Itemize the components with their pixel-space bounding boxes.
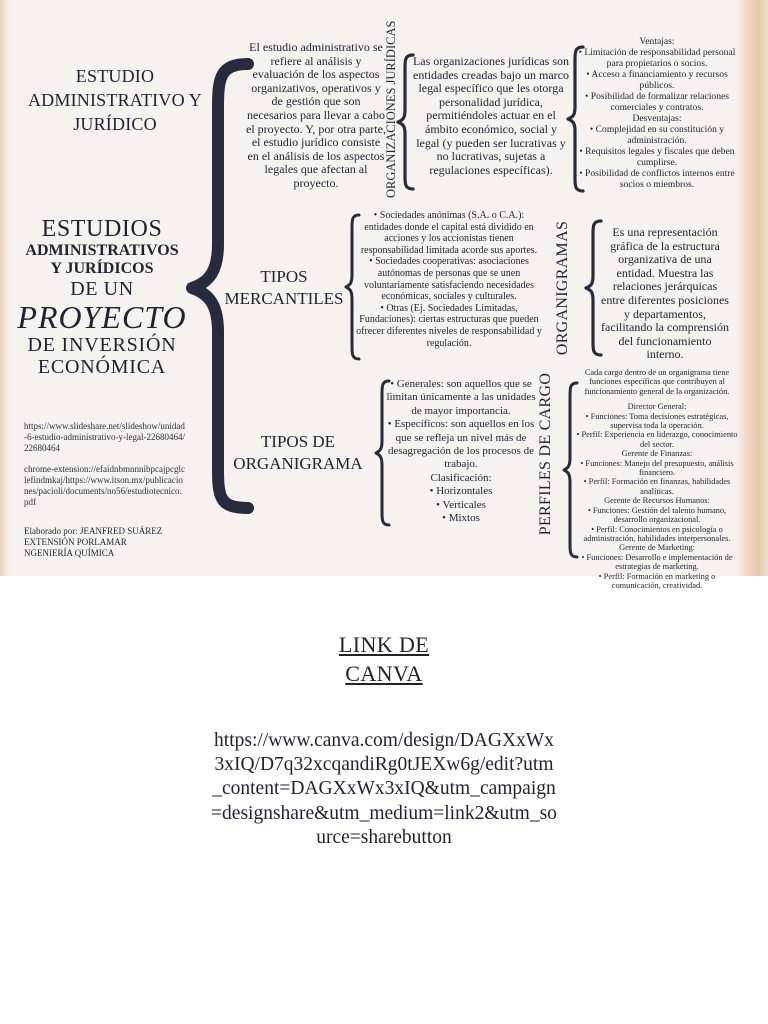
- label-perfiles-de-cargo: PERFILES DE CARGO: [537, 372, 554, 536]
- list-item: • Funciones: Gestión del talento humano, desarrollo organizacional.: [587, 505, 727, 525]
- list-item: • Funciones: Toma decisiones estratégicas, supervisa toda la operación.: [585, 411, 729, 431]
- list-item: • Complejidad en su constitución y administración.: [589, 124, 725, 146]
- title-line-proyecto: PROYECTO: [17, 299, 187, 335]
- list-item: • Horizontales: [429, 485, 493, 498]
- list-item: Gerente de Finanzas:: [621, 449, 693, 459]
- title-line-3: Y JURÍDICOS: [50, 260, 154, 277]
- canva-link[interactable]: https://www.canva.com/design/DAGXxWx3xIQ/D7q32xcqandiRg0tJEXw6g/edit?utm_content=DAGXxWx3xIQ&utm_campaign=designshare&utm_medium=link2&utm_source=sharebutton: [211, 730, 557, 848]
- list-item: • Sociedades cooperativas: asociaciones autónomas de personas que se unen voluntariamente satisfaciendo necesidades económicas, sociales y culturales.: [364, 256, 534, 303]
- organigramas-paragraph: Es una representación gráfica de la estructura organizativa de una entidad. Muestra las relaciones jerárquicas entre diferentes posiciones y departamentos, facilitando la comprensión del funcionamiento interno.: [601, 225, 729, 362]
- list-item: Gerente de Marketing:: [619, 543, 695, 553]
- title-line-4: DE UN: [70, 278, 134, 300]
- tipos-mercantiles-list: [356, 210, 542, 349]
- list-item: • Requisitos legales y fiscales que deben cumplirse.: [579, 146, 735, 168]
- perfiles-de-cargo-list: [574, 368, 740, 590]
- list-item: • Mixtos: [442, 512, 480, 525]
- credit-line: Elaborado por: JEANFRED SUÁREZ: [24, 526, 163, 536]
- list-item: • Perfil: Formación en marketing o comunicación, creatividad.: [598, 571, 716, 590]
- list-item: • Limitación de responsabilidad personal para propietarios o socios.: [578, 47, 736, 69]
- list-item: • Perfil: Experiencia en liderazgo, conocimiento del sector.: [576, 430, 738, 449]
- list-item: • Posibilidad de conflictos internos entre socios o miembros.: [579, 168, 735, 190]
- heading-tipos-mercantiles: TIPOS MERCANTILES: [224, 267, 344, 308]
- label-organigramas: ORGANIGRAMAS: [554, 220, 571, 356]
- list-item: Cada cargo dentro de un organigrama tiene funciones específicas que contribuyen al funcionamiento general de la organización.: [584, 368, 730, 396]
- list-item: • Funciones: Manejo del presupuesto, análisis financiero.: [580, 458, 734, 478]
- source-link-slideshare[interactable]: https://www.slideshare.net/slideshow/unidad-6-estudio-administrativo-y-legal-22680464/22680464: [24, 421, 185, 453]
- title-line-1: ESTUDIOS: [41, 216, 163, 242]
- list-item: • Sociedades anónimas (S.A. o C.A.): entidades donde el capital está dividido en acciones y los accionistas tienen responsabilidad limitada acorde sus aportes.: [360, 210, 538, 256]
- source-link-itson[interactable]: chrome-extension://efaidnbmnnnibpcajpcglclefindmkaj/https://www.itson.mx/publicaciones/pacioli/documents/no56/estudiotecnico.pdf: [24, 464, 185, 507]
- ventajas-desventajas-list: [576, 36, 738, 190]
- title-line-2: ADMINISTRATIVOS: [25, 242, 179, 259]
- link-canva-heading: [284, 630, 484, 688]
- list-item: Director General:: [627, 402, 687, 412]
- link-heading-line: CANVA: [345, 661, 423, 686]
- list-item: Ventajas:: [639, 36, 675, 47]
- list-item: • Acceso a financiamiento y recursos públicos.: [586, 69, 728, 91]
- list-item: • Otras (Ej. Sociedades Limitadas, Fundaciones): ciertas estructuras que pueden ofrecer diferentes niveles de responsabilidad y regulación.: [356, 302, 542, 349]
- heading-tipos-organigrama: TIPOS DE ORGANIGRAMA: [233, 432, 363, 473]
- list-item: • Funciones: Desarrollo e implementación de estrategias de marketing.: [581, 552, 733, 572]
- list-item: • Generales: son aquellos que se limitan únicamente a las unidades de mayor importancia.: [386, 378, 536, 417]
- title-line-6: DE INVERSIÓN: [27, 334, 177, 356]
- right-decorative-edge: [736, 0, 768, 576]
- list-item: Desventajas:: [632, 113, 682, 124]
- link-heading-line: LINK DE: [338, 632, 430, 657]
- organizaciones-paragraph: Las organizaciones jurídicas son entidades creadas bajo un marco legal específico que les otorga personalidad jurídica, permitiéndoles actuar en el ámbito económico, social y legal (y pueden ser lucrativas y no lucrativas, sujetas a regulaciones específicas).: [412, 54, 570, 177]
- list-item: Gerente de Recursos Humanos:: [604, 496, 710, 506]
- list-item: • Específicos: son aquellos en los que se refleja un nivel más de desagregación de los procesos de trabajo.: [387, 418, 535, 471]
- list-item: • Posibilidad de formalizar relaciones comerciales y contratos.: [584, 91, 730, 113]
- main-title: [4, 216, 200, 378]
- credit-line: EXTENSIÓN PORLAMAR: [24, 537, 127, 547]
- label-organizaciones-juridicas: ORGANIZACIONES JURÍDICAS: [384, 20, 398, 198]
- heading-estudio-administrativo: ESTUDIO ADMINISTRATIVO Y JURÍDICO: [27, 66, 203, 134]
- estudio-paragraph: El estudio administrativo se refiere al análisis y evaluación de los aspectos organizativos, operativos y de gestión que son necesarios para llevar a cabo el proyecto. Y, por otra parte, el estudio jurídico consiste en el análisis de los aspectos legales que afectan al proyecto.: [246, 40, 386, 190]
- credit-line: NGENIERÍA QUÍMICA: [24, 548, 115, 558]
- list-item: Clasificación:: [430, 471, 492, 484]
- list-item: • Perfil: Conocimientos en psicología o administración, habilidades interpersonales.: [583, 524, 731, 543]
- author-credits: [24, 526, 194, 559]
- list-item: • Perfil: Formación en finanzas, habilidades analíticas.: [583, 477, 731, 496]
- title-line-7: ECONÓMICA: [37, 356, 167, 378]
- tipos-organigrama-list: [386, 378, 536, 525]
- list-item: • Verticales: [436, 498, 486, 511]
